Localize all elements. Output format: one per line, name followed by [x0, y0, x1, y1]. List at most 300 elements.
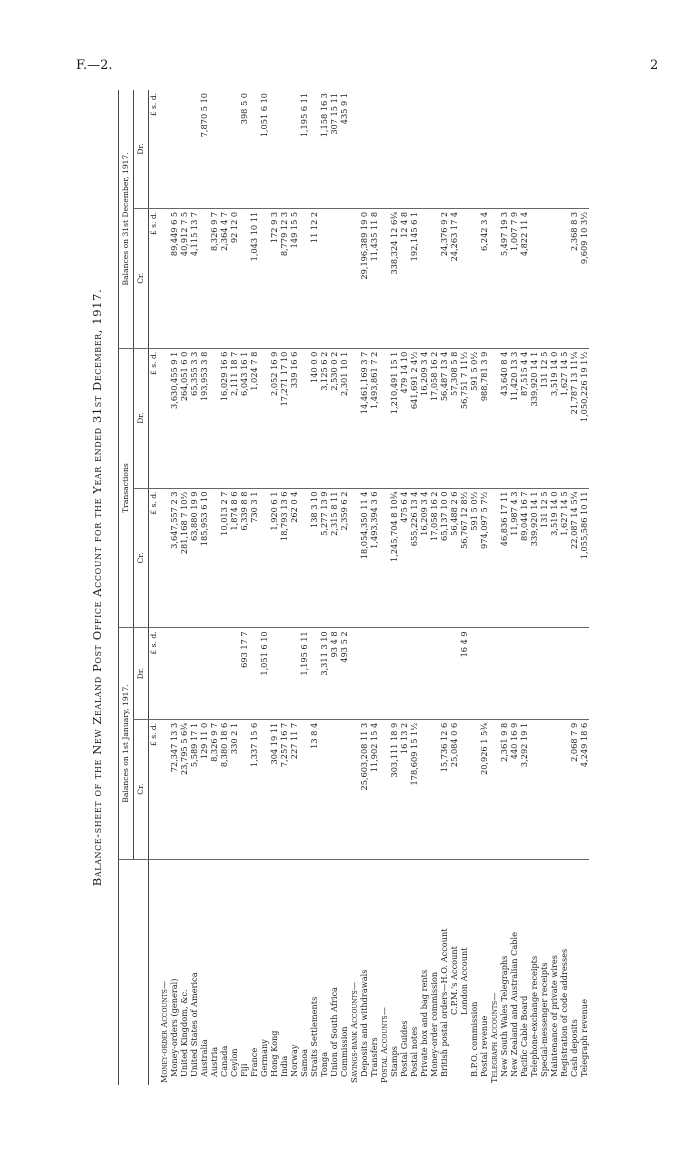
amount-cell: 11,987 4 3 [509, 488, 519, 628]
amount-cell: 655,226 13 4 [409, 488, 419, 628]
amount-cell: 330 2 1 [229, 719, 239, 859]
amount-cell [259, 208, 269, 348]
page-reference: F.—2. [76, 58, 113, 73]
row-label: Telegraph Accounts— [489, 992, 499, 1083]
unit-label: £ s. d. [149, 719, 160, 859]
amount-cell: 641,691 2 4½ [409, 348, 419, 488]
amount-cell: 1,051 6 10 [259, 628, 269, 719]
unit-label: £ s. d. [149, 90, 160, 208]
table-row [189, 90, 199, 1085]
table-row [469, 90, 479, 1085]
amount-cell: 178,609 15 1½ [409, 719, 419, 859]
amount-cell: 11,902 15 4 [369, 719, 379, 859]
amount-cell: 131 12 5 [539, 348, 549, 488]
amount-cell [489, 488, 499, 628]
amount-cell [389, 90, 399, 208]
amount-cell: 227 11 7 [289, 719, 299, 859]
row-label: New South Wales Telegraphs [499, 955, 509, 1077]
amount-cell [249, 628, 259, 719]
amount-cell: 24,376 9 2 [439, 208, 449, 348]
table-row [569, 90, 579, 1085]
opening-balances-header: Balances on 1st January, 1917. [119, 628, 134, 859]
amount-cell [369, 628, 379, 719]
amount-cell: 2,315 8 11 [329, 488, 339, 628]
amount-cell [349, 90, 359, 208]
amount-cell [529, 90, 539, 208]
row-label: United Kingdom, &c. [179, 989, 189, 1077]
row-label: Savings-bank Accounts— [349, 982, 359, 1083]
amount-cell [559, 628, 569, 719]
amount-cell [459, 719, 469, 859]
amount-cell: 9,609 10 3½ [579, 208, 589, 348]
amount-cell [489, 628, 499, 719]
table-row [549, 90, 559, 1085]
amount-cell: 24,263 17 4 [449, 208, 459, 348]
transactions-header: Transactions [119, 348, 134, 628]
row-label: Samoa [299, 1048, 309, 1077]
table-row [459, 90, 469, 1085]
amount-cell: 435 9 1 [339, 90, 349, 208]
amount-cell [309, 628, 319, 719]
table-row [179, 90, 189, 1085]
amount-cell: 138 3 10 [309, 488, 319, 628]
amount-cell [159, 719, 169, 859]
amount-cell: 1,210,491 15 1 [389, 348, 399, 488]
row-label: Germany [259, 1039, 269, 1077]
transactions-cr-header: Cr. [134, 488, 149, 628]
amount-cell: 65,355 3 3 [189, 348, 199, 488]
description-header [119, 859, 149, 1085]
amount-cell [539, 90, 549, 208]
amount-cell [199, 208, 209, 348]
amount-cell: 17,058 16 2 [429, 348, 439, 488]
amount-cell: 974,097 5 7½ [479, 488, 489, 628]
closing-balances-header: Balances on 31st December, 1917. [119, 90, 134, 348]
amount-cell: 5,497 19 3 [499, 208, 509, 348]
amount-cell: 1,920 6 1 [269, 488, 279, 628]
amount-cell: 11 12 2 [309, 208, 319, 348]
amount-cell: 43,640 8 4 [499, 348, 509, 488]
row-label: Hong Kong [269, 1030, 279, 1077]
table-row [429, 90, 439, 1085]
opening-dr-header: Dr. [134, 628, 149, 719]
row-label: Postal Guides [399, 1020, 409, 1077]
amount-cell: 1,024 7 8 [249, 348, 259, 488]
amount-cell: 193,953 3 8 [199, 348, 209, 488]
row-label: B.P.O. commission [469, 1001, 479, 1077]
amount-cell: 591 5 0½ [469, 348, 479, 488]
amount-cell: 475 6 4 [399, 488, 409, 628]
amount-cell: 262 0 4 [289, 488, 299, 628]
table-row [349, 90, 359, 1085]
amount-cell: 1,245,704 8 10¾ [389, 488, 399, 628]
table-row [239, 90, 249, 1085]
amount-cell [319, 208, 329, 348]
amount-cell: 339,920 14 1 [529, 348, 539, 488]
amount-cell [189, 628, 199, 719]
amount-cell: 493 5 2 [339, 628, 349, 719]
row-label: C.P.M.'s Account [449, 946, 459, 1015]
amount-cell [169, 90, 179, 208]
amount-cell: 13 8 4 [309, 719, 319, 859]
unit-label: £ s. d. [149, 628, 160, 719]
amount-cell: 2,068 7 9 [569, 719, 579, 859]
amount-cell [169, 628, 179, 719]
amount-cell: 140 0 0 [309, 348, 319, 488]
amount-cell [559, 719, 569, 859]
row-label: Fiji [239, 1063, 249, 1077]
amount-cell [389, 628, 399, 719]
row-label: Union of South Africa [329, 987, 339, 1077]
amount-cell [349, 488, 359, 628]
amount-cell [559, 208, 569, 348]
amount-cell: 72,347 13 3 [169, 719, 179, 859]
table-row [529, 90, 539, 1085]
amount-cell [569, 628, 579, 719]
amount-cell: 3,292 19 1 [519, 719, 529, 859]
amount-cell: 25,084 0 6 [449, 719, 459, 859]
table-row [209, 90, 219, 1085]
amount-cell: 18,054,350 11 4 [359, 488, 369, 628]
amount-cell: 2,359 6 2 [339, 488, 349, 628]
unit-label: £ s. d. [149, 348, 160, 488]
amount-cell [419, 628, 429, 719]
amount-cell: 1,627 14 5 [559, 488, 569, 628]
amount-cell: 1,493,394 3 6 [369, 488, 379, 628]
amount-cell [489, 208, 499, 348]
row-label: Norway [289, 1044, 299, 1077]
table-row [439, 90, 449, 1085]
amount-cell [299, 488, 309, 628]
amount-cell [409, 628, 419, 719]
amount-cell [199, 628, 209, 719]
table-row [479, 90, 489, 1085]
table-row [499, 90, 509, 1085]
amount-cell: 5,589 17 1 [189, 719, 199, 859]
amount-cell [299, 208, 309, 348]
amount-cell: 693 17 7 [239, 628, 249, 719]
row-label: Postal Accounts— [379, 1007, 389, 1083]
amount-cell [489, 348, 499, 488]
amount-cell: 18,793 13 6 [279, 488, 289, 628]
amount-cell: 281,168 7 10½ [179, 488, 189, 628]
table-row [249, 90, 259, 1085]
amount-cell [529, 628, 539, 719]
row-label: Private box and bag rents [419, 969, 429, 1077]
amount-cell: 6,339 8 8 [239, 488, 249, 628]
table-row [399, 90, 409, 1085]
amount-cell [219, 90, 229, 208]
amount-cell: 16 13 2 [399, 719, 409, 859]
table-row [379, 90, 389, 1085]
amount-cell: 185,953 6 10 [199, 488, 209, 628]
row-label: Postal notes [409, 1026, 419, 1077]
amount-cell [529, 719, 539, 859]
row-label: Registration of code addresses [559, 948, 569, 1077]
row-label: British postal orders—H.O. Account [439, 928, 449, 1077]
table-row [579, 90, 589, 1085]
amount-cell [479, 90, 489, 208]
transactions-dr-header: Dr. [134, 348, 149, 488]
amount-cell: 17,271 17 10 [279, 348, 289, 488]
amount-cell [209, 90, 219, 208]
row-label: Australia [199, 1039, 209, 1077]
amount-cell: 3,311 3 10 [319, 628, 329, 719]
amount-cell: 440 16 9 [509, 719, 519, 859]
table-row [309, 90, 319, 1085]
amount-cell: 6,043 16 1 [239, 348, 249, 488]
amount-cell: 7,257 16 7 [279, 719, 289, 859]
page-title: Balance-sheet of the New Zealand Post Office Account for the Year ended 31st December, 1917. [90, 288, 104, 887]
amount-cell [429, 90, 439, 208]
amount-cell [409, 90, 419, 208]
amount-cell [299, 348, 309, 488]
table-row [169, 90, 179, 1085]
amount-cell: 1,493,861 7 2 [369, 348, 379, 488]
amount-cell [319, 719, 329, 859]
amount-cell [469, 719, 479, 859]
amount-cell [579, 628, 589, 719]
row-label: Telegraph revenue [579, 999, 589, 1077]
page-number: 2 [650, 58, 659, 73]
amount-cell: 338,324 12 6¾ [389, 208, 399, 348]
row-label: Commission [339, 1026, 349, 1077]
amount-cell: 46,836 17 11 [499, 488, 509, 628]
amount-cell [419, 208, 429, 348]
amount-cell: 172 9 3 [269, 208, 279, 348]
amount-cell [259, 719, 269, 859]
table-row [419, 90, 429, 1085]
amount-cell [549, 628, 559, 719]
table-row [269, 90, 279, 1085]
amount-cell [459, 90, 469, 208]
amount-cell [489, 719, 499, 859]
amount-cell: 1,051 6 10 [259, 90, 269, 208]
amount-cell [439, 90, 449, 208]
amount-cell: 129 11 0 [199, 719, 209, 859]
amount-cell [419, 90, 429, 208]
amount-cell: 56,767 12 8½ [459, 488, 469, 628]
amount-cell [349, 628, 359, 719]
amount-cell: 2,111 18 7 [229, 348, 239, 488]
amount-cell [469, 90, 479, 208]
amount-cell: 5,277 13 9 [319, 488, 329, 628]
amount-cell [379, 628, 389, 719]
amount-cell: 339 16 6 [289, 348, 299, 488]
table-row [159, 90, 169, 1085]
amount-cell: 1,158 16 3 [319, 90, 329, 208]
amount-cell: 4,249 18 6 [579, 719, 589, 859]
amount-cell [549, 719, 559, 859]
amount-cell: 1,195 6 11 [299, 90, 309, 208]
row-label: Telephone-exchange receipts [529, 955, 539, 1077]
amount-cell: 131 12 5 [539, 488, 549, 628]
amount-cell: 56,488 2 6 [449, 488, 459, 628]
amount-cell: 11,420 13 3 [509, 348, 519, 488]
amount-cell: 8,380 18 6 [219, 719, 229, 859]
amount-cell [379, 719, 389, 859]
amount-cell: 10,013 2 7 [219, 488, 229, 628]
amount-cell [299, 719, 309, 859]
amount-cell [359, 628, 369, 719]
closing-cr-header: Cr. [134, 208, 149, 348]
amount-cell: 87,515 4 4 [519, 348, 529, 488]
table-row [289, 90, 299, 1085]
amount-cell [539, 208, 549, 348]
row-label: Postal revenue [479, 1015, 489, 1077]
amount-cell [439, 628, 449, 719]
amount-cell [429, 208, 439, 348]
amount-cell: 1,337 15 6 [249, 719, 259, 859]
row-label: United States of America [189, 972, 199, 1077]
amount-cell: 264,051 6 0 [179, 348, 189, 488]
amount-cell: 93 4 8 [329, 628, 339, 719]
amount-cell: 25,603,208 11 3 [359, 719, 369, 859]
amount-cell [359, 90, 369, 208]
amount-cell: 1,627 14 5 [559, 348, 569, 488]
amount-cell: 1,055,586 10 11 [579, 488, 589, 628]
amount-cell [159, 208, 169, 348]
amount-cell: 16,209 3 4 [419, 488, 429, 628]
amount-cell [259, 348, 269, 488]
amount-cell [519, 628, 529, 719]
table-row [229, 90, 239, 1085]
row-label: Special-messenger receipts [539, 962, 549, 1077]
amount-cell [179, 90, 189, 208]
amount-cell [329, 208, 339, 348]
amount-cell [209, 488, 219, 628]
amount-cell: 12 4 8 [399, 208, 409, 348]
amount-cell [329, 719, 339, 859]
amount-cell [339, 719, 349, 859]
amount-cell [349, 719, 359, 859]
amount-cell [189, 90, 199, 208]
balance-sheet-table [118, 90, 589, 1085]
amount-cell: 307 15 11 [329, 90, 339, 208]
amount-cell [539, 628, 549, 719]
row-label: Stamps [389, 1046, 399, 1077]
amount-cell [369, 90, 379, 208]
amount-cell: 8,779 12 3 [279, 208, 289, 348]
amount-cell [379, 208, 389, 348]
amount-cell: 3,125 6 2 [319, 348, 329, 488]
amount-cell [179, 628, 189, 719]
amount-cell: 65,137 10 0 [439, 488, 449, 628]
amount-cell: 57,308 5 8 [449, 348, 459, 488]
amount-cell: 56,487 13 4 [439, 348, 449, 488]
amount-cell: 3,519 14 0 [549, 488, 559, 628]
amount-cell: 3,630,455 9 1 [169, 348, 179, 488]
amount-cell [449, 90, 459, 208]
amount-cell [429, 628, 439, 719]
closing-dr-header: Dr. [134, 90, 149, 208]
amount-cell: 1,050,226 19 1½ [579, 348, 589, 488]
amount-cell [449, 628, 459, 719]
opening-cr-header: Cr. [134, 719, 149, 859]
amount-cell [249, 90, 259, 208]
amount-cell: 2,052 16 9 [269, 348, 279, 488]
row-label: Canada [219, 1045, 229, 1077]
amount-cell [559, 90, 569, 208]
amount-cell: 339,920 14 1 [529, 488, 539, 628]
amount-cell [519, 90, 529, 208]
amount-cell: 1,195 6 11 [299, 628, 309, 719]
amount-cell [419, 719, 429, 859]
amount-cell: 304 19 11 [269, 719, 279, 859]
amount-cell [499, 628, 509, 719]
table-row [449, 90, 459, 1085]
amount-cell [429, 719, 439, 859]
row-label: Cash deposits [569, 1019, 579, 1077]
amount-cell [469, 628, 479, 719]
amount-cell: 63,880 19 9 [189, 488, 199, 628]
amount-cell: 56,751 7 11½ [459, 348, 469, 488]
amount-cell [239, 208, 249, 348]
amount-cell [209, 348, 219, 488]
table-row [519, 90, 529, 1085]
row-label: Pacific Cable Board [519, 995, 529, 1077]
amount-cell [349, 348, 359, 488]
amount-cell: 21,787 13 11¼ [569, 348, 579, 488]
amount-cell [529, 208, 539, 348]
amount-cell: 2,368 8 3 [569, 208, 579, 348]
amount-cell: 16 4 9 [459, 628, 469, 719]
amount-cell: 192,145 6 1 [409, 208, 419, 348]
row-label: Deposits and withdrawals [359, 969, 369, 1077]
amount-cell: 303,111 18 9 [389, 719, 399, 859]
amount-cell [379, 348, 389, 488]
amount-cell: 479 14 10 [399, 348, 409, 488]
amount-cell [289, 628, 299, 719]
amount-cell: 4,822 11 4 [519, 208, 529, 348]
amount-cell [159, 488, 169, 628]
amount-cell [569, 90, 579, 208]
table-row [539, 90, 549, 1085]
amount-cell [579, 90, 589, 208]
table-row [389, 90, 399, 1085]
amount-cell [399, 90, 409, 208]
amount-cell [509, 628, 519, 719]
row-label: Maintenance of private wires [549, 955, 559, 1077]
row-label: New Zealand and Australian Cable [509, 932, 519, 1077]
amount-cell: 29,196,389 19 0 [359, 208, 369, 348]
amount-cell [459, 208, 469, 348]
amount-cell: 1,043 10 11 [249, 208, 259, 348]
amount-cell [549, 90, 559, 208]
amount-cell: 11,435 11 8 [369, 208, 379, 348]
row-label: Straits Settlements [309, 996, 319, 1077]
amount-cell [349, 208, 359, 348]
table-row [369, 90, 379, 1085]
amount-cell: 40,912 7 5 [179, 208, 189, 348]
row-label: Tonga [319, 1051, 329, 1077]
amount-cell: 3,519 14 0 [549, 348, 559, 488]
table-row [559, 90, 569, 1085]
amount-cell: 20,926 1 5¾ [479, 719, 489, 859]
amount-cell: 1,007 7 9 [509, 208, 519, 348]
amount-cell [209, 628, 219, 719]
amount-cell [309, 90, 319, 208]
table-row [259, 90, 269, 1085]
unit-label: £ s. d. [149, 208, 160, 348]
row-label: Ceylon [229, 1048, 239, 1077]
amount-cell [509, 90, 519, 208]
table-row [409, 90, 419, 1085]
amount-cell: 2,364 4 7 [219, 208, 229, 348]
amount-cell: 22,087 14 5¼ [569, 488, 579, 628]
amount-cell [489, 90, 499, 208]
row-label: Money-orders (general) [169, 978, 179, 1077]
